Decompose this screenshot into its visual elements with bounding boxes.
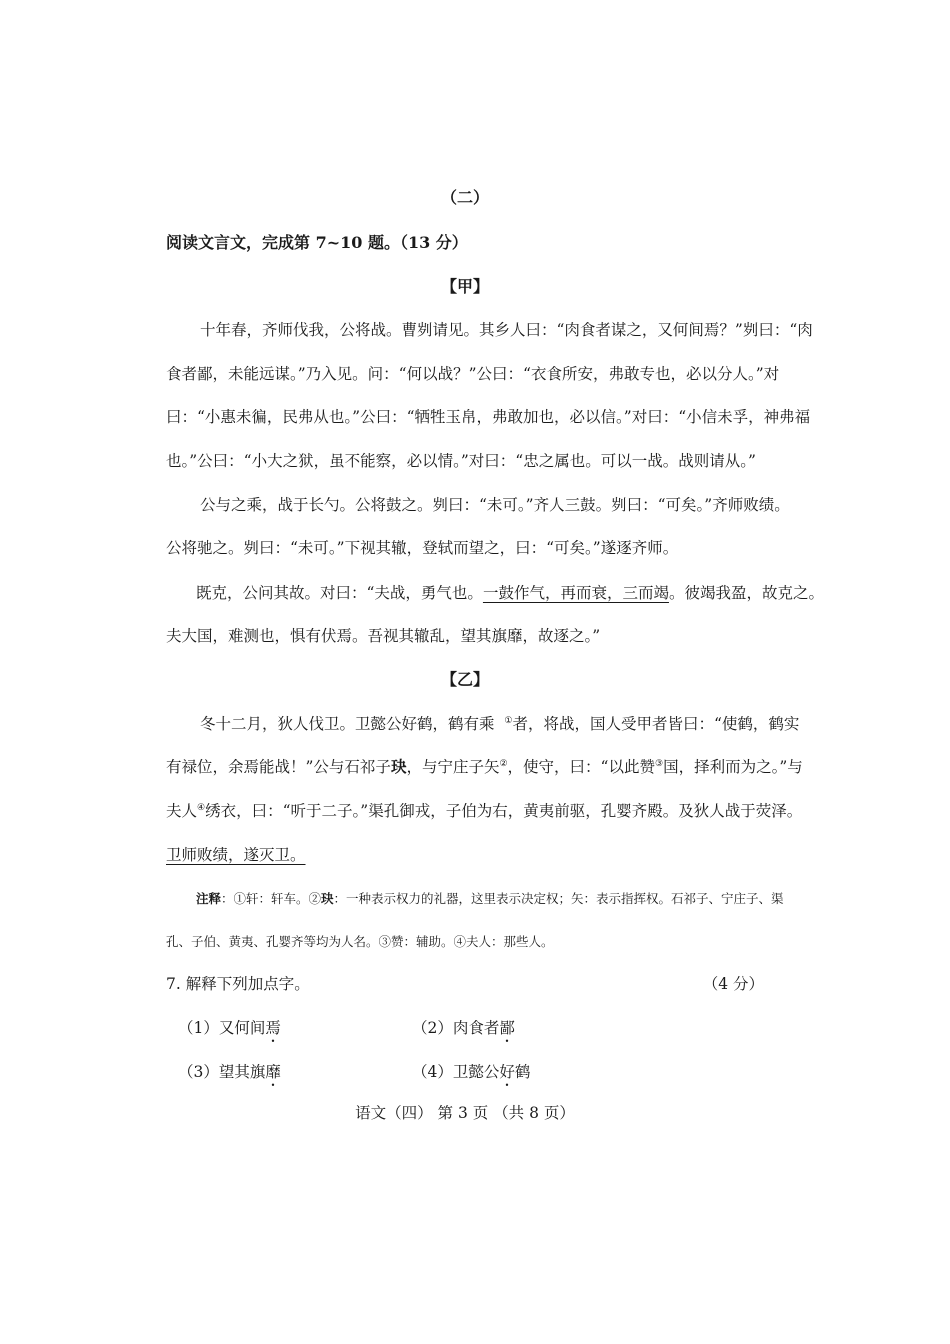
footnote-ref: ④	[197, 802, 206, 813]
underlined-sentence: 一鼓作气，再而衰，三而竭	[482, 584, 669, 602]
answer-item: （1）又何间焉	[178, 1019, 281, 1037]
passage-b-line: 冬十二月，狄人伐卫。卫懿公好鹤，鹤有乘 ①者，将战，国人受甲者皆曰：“使鹤，鹤实	[200, 715, 800, 733]
page-footer: 语文（四） 第 3 页 （共 8 页）	[355, 1104, 575, 1122]
question-score: （4 分）	[702, 975, 764, 993]
footnote-ref: ①	[504, 715, 513, 726]
passage-a-heading: 【甲】	[440, 277, 489, 296]
instruction: 阅读文言文，完成第 7~10 题。（13 分）	[166, 233, 468, 252]
passage-a-line: 食者鄙，未能远谋。”乃入见。问：“何以战？”公曰：“衣食所安，弗敢专也，必以分人。”对	[166, 365, 780, 383]
notes-line: 孔、子伯、黄夷、孔婴齐等均为人名。③赞：辅助。④夫人：那些人。	[166, 934, 554, 949]
dotted-character: 好	[499, 1063, 515, 1081]
passage-a-line: 公与之乘，战于长勺。公将鼓之。刿曰：“未可。”齐人三鼓。刿曰：“可矣。”齐师败绩。	[200, 496, 790, 514]
passage-a-line: 既克，公问其故。对曰：“夫战，勇气也。一鼓作气，再而衰，三而竭。彼竭我盈，故克之。	[196, 584, 824, 602]
notes-line: 注释：①轩：轩车。②玦：一种表示权力的礼器，这里表示决定权；矢：表示指挥权。石祁子、宁庄子、渠	[196, 891, 784, 906]
passage-a-line: 十年春，齐师伐我，公将战。曹刿请见。其乡人曰：“肉食者谋之，又何间焉？”刿曰：“肉	[200, 321, 813, 339]
passage-a-line: 也。”公曰：“小大之狱，虽不能察，必以情。”对曰：“忠之属也。可以一战。战则请从。”	[166, 452, 756, 470]
answer-item: （4）卫懿公好鹤	[412, 1063, 531, 1081]
notes-label: 注释	[196, 891, 222, 906]
underlined-sentence: 卫师败绩，遂灭卫。	[166, 846, 306, 864]
passage-b-line: 有禄位，余焉能战！”公与石祁子玦，与宁庄子矢②，使守，曰：“以此赞③国，择利而为之。”与	[166, 757, 803, 776]
passage-b-heading: 【乙】	[440, 670, 489, 689]
dotted-character: 靡	[265, 1063, 281, 1081]
answer-item: （2）肉食者鄙	[412, 1019, 515, 1037]
answer-item: （3）望其旗靡	[178, 1063, 281, 1081]
dotted-character: 焉	[265, 1019, 281, 1037]
passage-a-line: 公将驰之。刿曰：“未可。”下视其辙，登轼而望之，曰：“可矣。”遂逐齐师。	[166, 539, 679, 557]
passage-a-line: 曰：“小惠未徧，民弗从也。”公曰：“牺牲玉帛，弗敢加也，必以信。”对曰：“小信未孚，神弗福	[166, 408, 811, 426]
question-text: 7. 解释下列加点字。	[166, 975, 310, 993]
dotted-character: 鄙	[499, 1019, 515, 1037]
passage-a-line: 夫大国，难测也，惧有伏焉。吾视其辙乱，望其旗靡，故逐之。”	[166, 627, 601, 645]
footnote-ref: ③	[654, 758, 664, 769]
question-7	[166, 974, 764, 994]
passage-b-line	[166, 845, 764, 865]
section-title: （二）	[440, 188, 489, 207]
footnote-ref: ②	[499, 758, 508, 769]
passage-b-line: 夫人④绣衣，曰：“听于二子。”渠孔御戎，子伯为右，黄夷前驱，孔婴齐殿。及狄人战于荧泽。	[166, 802, 803, 820]
